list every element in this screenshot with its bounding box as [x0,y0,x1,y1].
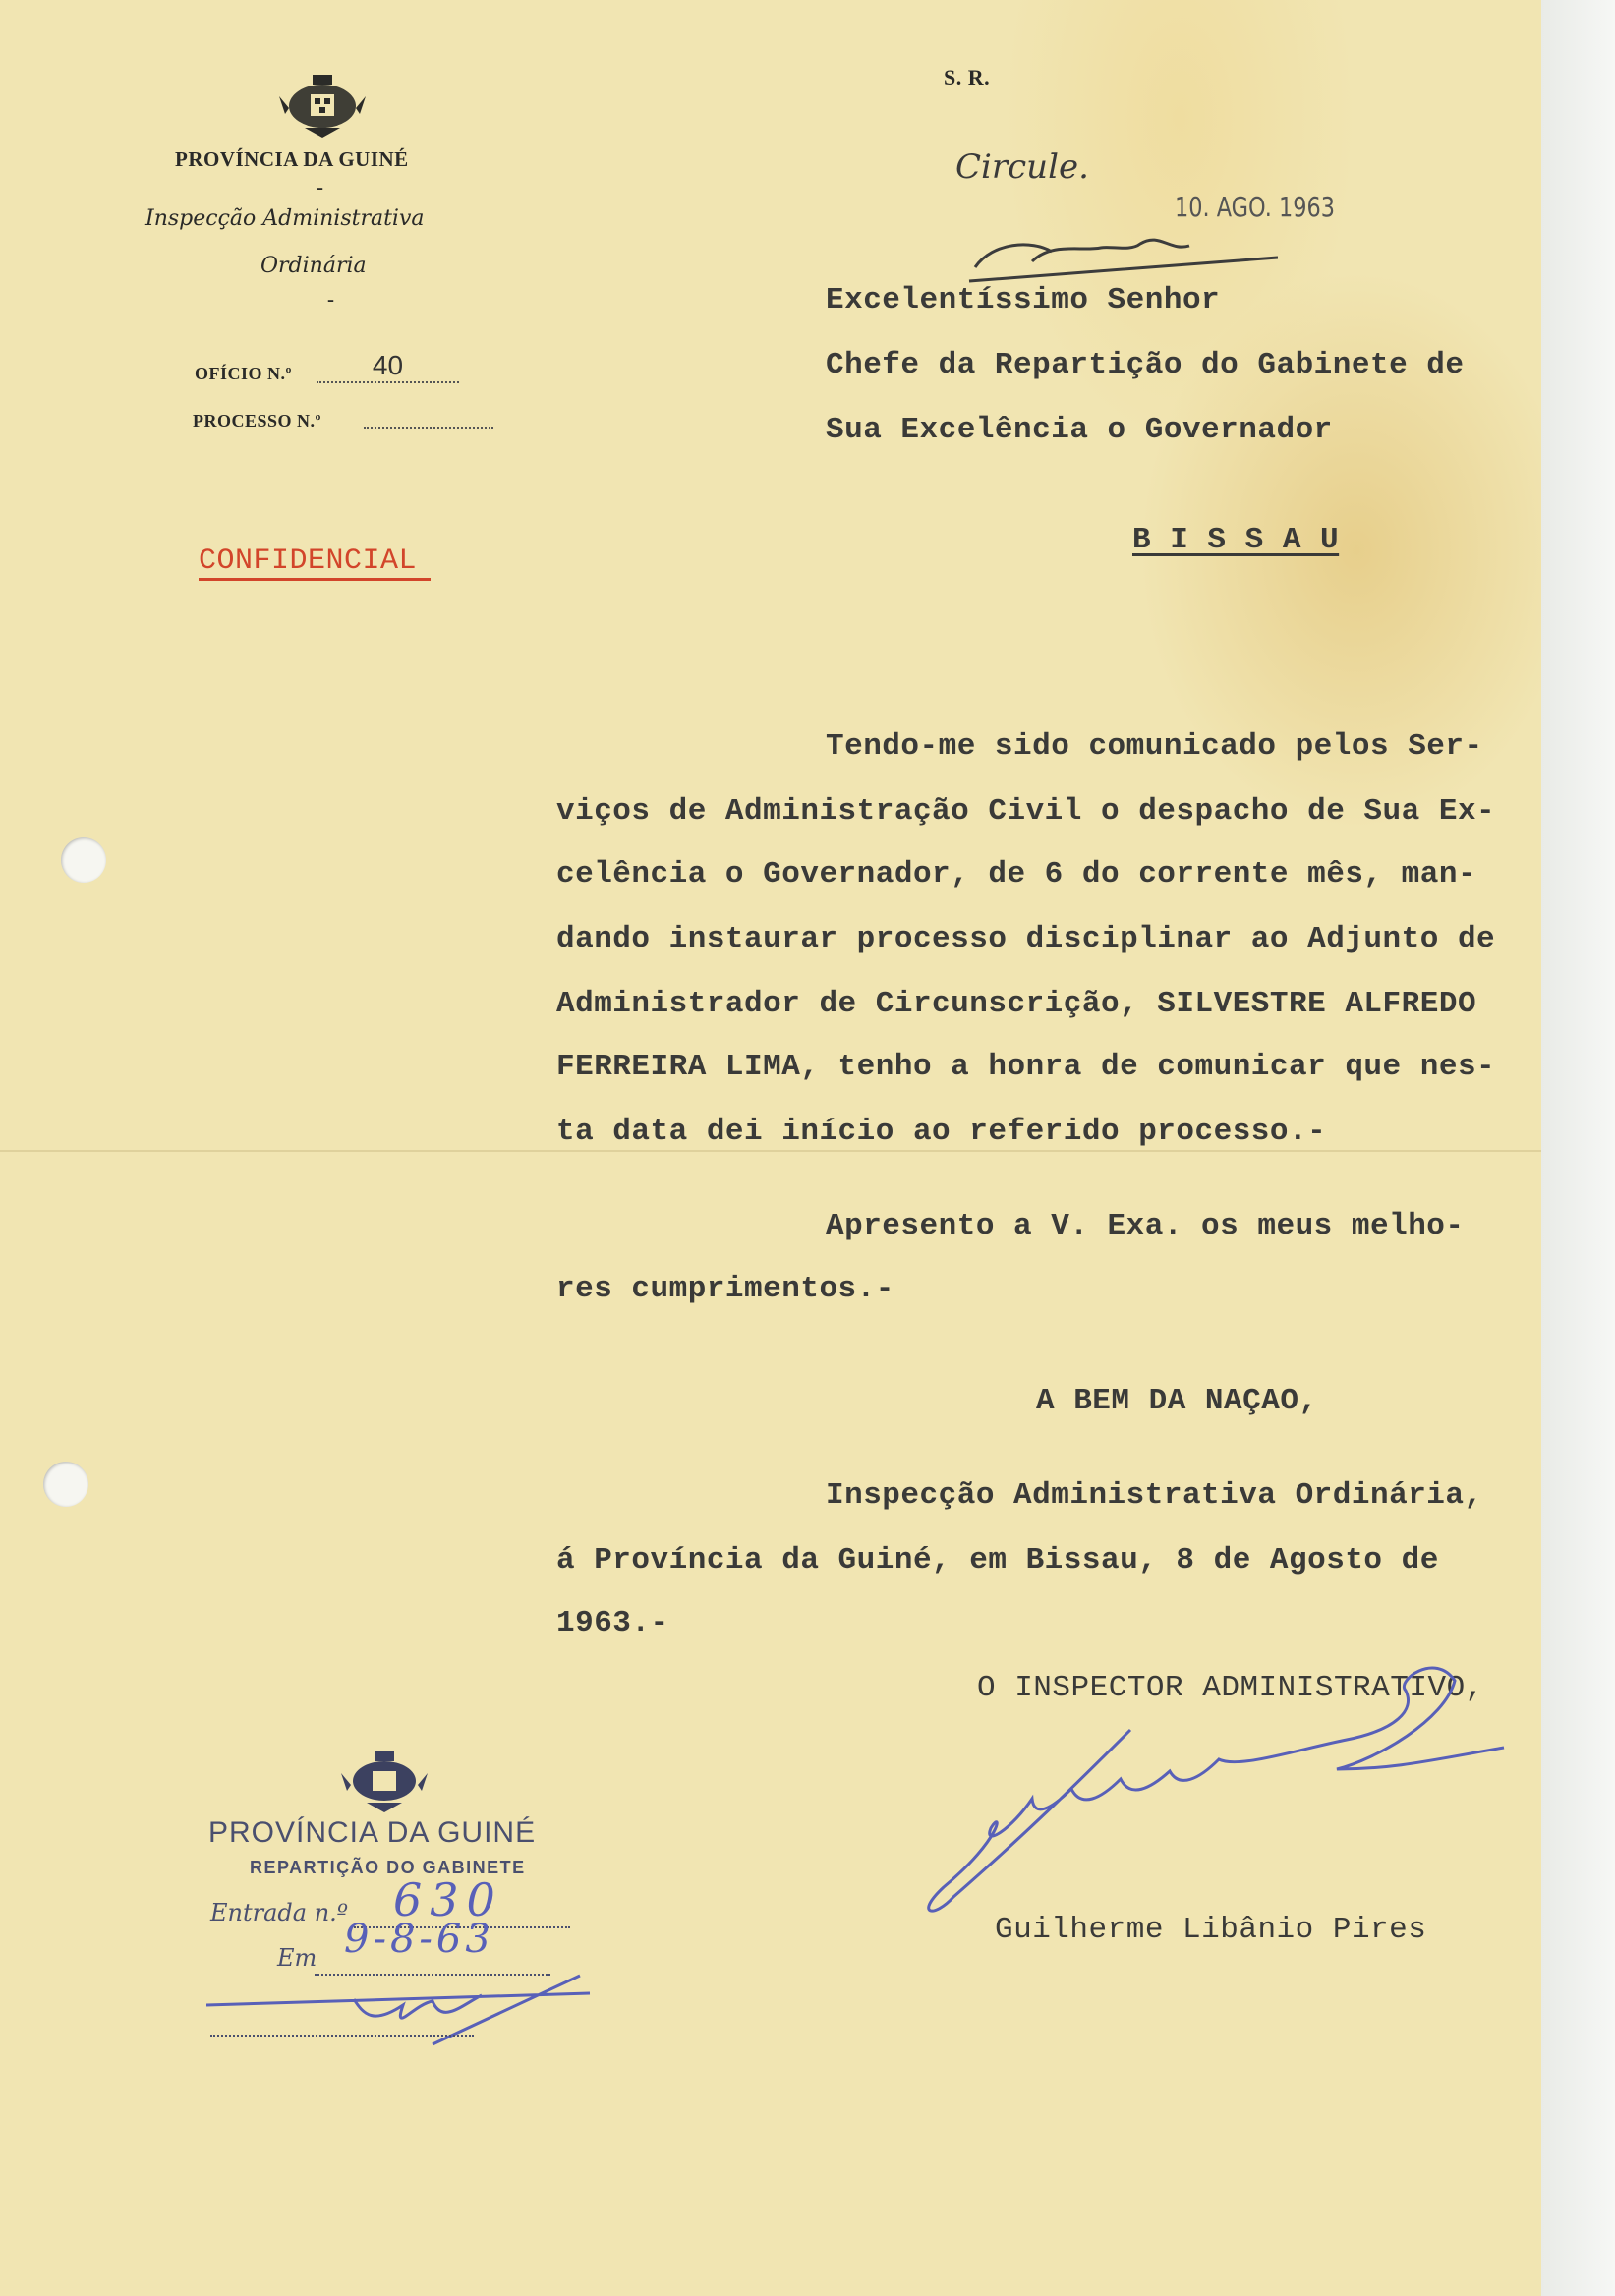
signatory-title: O INSPECTOR ADMINISTRATIVO, [977,1671,1484,1705]
signature [885,1661,1543,1926]
oficio-label: OFÍCIO N.º [195,364,292,383]
handwritten-circule: Circule. [955,147,1089,187]
receipt-entrada-number: 630 [393,1873,503,1926]
addressee-title: Chefe da Repartição do Gabinete de [826,348,1465,382]
letterhead-dash-2: - [327,287,335,311]
receipt-em-date: 9-8-63 [344,1917,494,1962]
coat-of-arms-icon [275,69,370,140]
body-line-5: Administrador de Circunscrição, SILVESTRE ALFREDO [556,987,1477,1021]
place-line-1: Inspecção Administrativa Ordinária, [826,1478,1483,1513]
body-line-7: ta data dei início ao referido processo.- [556,1115,1327,1149]
place-line-3: 1963.- [556,1606,669,1640]
letterhead-dash: - [317,175,324,199]
processo-number [364,407,493,429]
processo-label: PROCESSO N.º [193,411,321,430]
receipt-bottom-dotted-line [210,2035,474,2037]
receipt-entrada-label: Entrada n.º [210,1899,349,1926]
punch-hole-bottom [43,1462,88,1507]
receipt-stamp-office: REPARTIÇÃO DO GABINETE [250,1858,526,1877]
paper-fold [0,1150,1541,1152]
signatory-name: Guilherme Libânio Pires [995,1913,1427,1947]
oficio-number: 40 [317,350,459,383]
letterhead-subdepartment: Ordinária [260,254,367,278]
scan-margin [1541,0,1615,2296]
receipt-em-label: Em [277,1944,317,1972]
body-p2-line-2: res cumprimentos.- [556,1272,894,1306]
body-line-2: viços de Administração Civil o despacho de Sua Ex- [556,794,1496,829]
place-line-2: á Província da Guiné, em Bissau, 8 de Agosto de [556,1543,1439,1578]
receipt-initials [206,1966,600,2054]
body-line-3: celência o Governador, de 6 do corrente mês, man- [556,857,1477,891]
receipt-stamp-province: PROVÍNCIA DA GUINÉ [208,1816,537,1849]
punch-hole-top [61,837,106,883]
body-line-1: Tendo-me sido comunicado pelos Ser- [826,729,1483,764]
addressee-city: B I S S A U [1132,523,1340,557]
letterhead-province: PROVÍNCIA DA GUINÉ [175,147,409,171]
body-line-6: FERREIRA LIMA, tenho a honra de comunicar que nes- [556,1050,1496,1084]
closing-salutation: A BEM DA NAÇAO, [1036,1384,1318,1418]
body-line-4: dando instaurar processo disciplinar ao Adjunto de [556,922,1496,956]
body-p2-line-1: Apresento a V. Exa. os meus melho- [826,1209,1465,1243]
sr-mark: S. R. [944,65,991,89]
addressee-salutation: Excelentíssimo Senhor [826,283,1221,317]
date-stamp: 10. AGO. 1963 [1175,191,1336,223]
classification-stamp: CONFIDENCIAL [199,545,431,581]
receipt-stamp-emblem-icon [339,1748,430,1812]
addressee-governor: Sua Excelência o Governador [826,413,1333,447]
letterhead-department: Inspecção Administrativa [145,206,425,231]
initials-scribble [963,222,1278,291]
